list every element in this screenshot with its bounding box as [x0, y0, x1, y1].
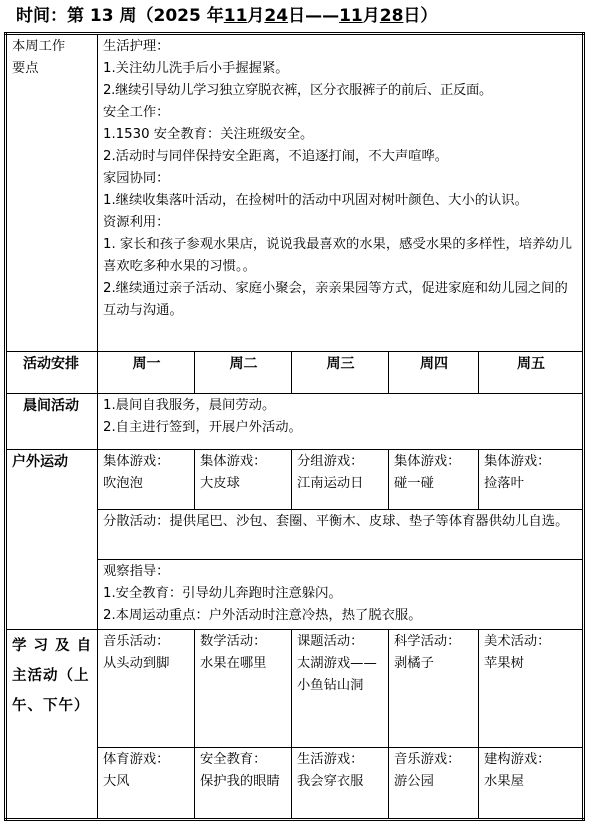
- weekly-schedule-table: [4, 32, 585, 821]
- study-activity-cell: 美术活动： 苹果树: [479, 630, 584, 748]
- outdoor-games-row: [6, 450, 584, 510]
- outdoor-game-cell: 集体游戏： 碰一碰: [389, 450, 479, 510]
- focus-line: 2.活动时与同伴保持安全距离，不追逐打闹，不大声喧哗。: [103, 149, 449, 164]
- study-activity-cell: 音乐活动： 从头动到脚: [98, 630, 195, 748]
- outdoor-game-cell: 集体游戏： 吹泡泡: [98, 450, 195, 510]
- day-header-friday: 周五: [479, 352, 584, 394]
- header-end-month: 11: [339, 6, 363, 26]
- header-end-day: 28: [379, 6, 404, 26]
- focus-line: 家园协同：: [103, 171, 170, 186]
- weekly-focus-row: [6, 34, 584, 352]
- study-activity-cell: 数学活动： 水果在哪里: [195, 630, 292, 748]
- morning-label: 晨间活动: [6, 394, 98, 450]
- header-month-char: 月: [362, 6, 380, 26]
- focus-line: 资源利用：: [103, 215, 170, 230]
- day-header-thursday: 周四: [389, 352, 479, 394]
- study-activity-cell: 体育游戏： 大风: [98, 748, 195, 820]
- focus-line: 1.继续收集落叶活动，在捡树叶的活动中巩固对树叶颜色、大小的认识。: [103, 193, 528, 208]
- morning-line: 1.晨间自我服务，晨间劳动。: [103, 398, 276, 413]
- focus-line: 安全工作：: [103, 105, 170, 120]
- outdoor-observation: 观察指导： 1.安全教育：引导幼儿奔跑时注意躲闪。 2.本周运动重点：户外活动时注意冷热，热了脱衣服。: [98, 560, 584, 630]
- focus-line: 1. 家长和孩子参观水果店，说说我最喜欢的水果，感受水果的多样性，培养幼儿喜欢吃多种水果的习惯。。: [103, 237, 573, 274]
- outdoor-game-cell: 集体游戏： 大皮球: [195, 450, 292, 510]
- schedule-period-title: [16, 2, 591, 32]
- header-prefix: 时间：第 13 周（2025 年: [16, 6, 224, 26]
- header-start-month: 11: [223, 6, 248, 26]
- morning-row: [6, 394, 584, 450]
- header-month-char: 月: [247, 6, 265, 26]
- day-header-tuesday: 周二: [195, 352, 292, 394]
- outdoor-free-activity: 分散活动：提供尾巴、沙包、套圈、平衡木、皮球、垫子等体育器供幼儿自选。: [98, 510, 584, 560]
- header-suffix: 日）: [403, 6, 438, 26]
- weekly-focus-label: 本周工作 要点: [6, 34, 98, 352]
- schedule-label: 活动安排: [6, 352, 98, 394]
- focus-line: 2.继续引导幼儿学习独立穿脱衣裤，区分衣服裤子的前后、正反面。: [103, 83, 492, 98]
- header-day-sep: 日——: [288, 6, 340, 26]
- day-header-wednesday: 周三: [292, 352, 389, 394]
- study-activity-cell: 建构游戏： 水果屋: [479, 748, 584, 820]
- study-activity-cell: 科学活动： 剥橘子: [389, 630, 479, 748]
- outdoor-game-cell: 分组游戏： 江南运动日: [292, 450, 389, 510]
- study-row-1: [6, 630, 584, 748]
- study-activity-cell: 生活游戏： 我会穿衣服: [292, 748, 389, 820]
- focus-line: 2.继续通过亲子活动、家庭小聚会，亲亲果园等方式，促进家庭和幼儿园之间的互动与沟通。: [103, 281, 568, 318]
- outdoor-label: 户外运动: [6, 450, 98, 630]
- morning-line: 2.自主进行签到，开展户外活动。: [103, 420, 302, 435]
- study-activity-cell: 安全教育： 保护我的眼睛: [195, 748, 292, 820]
- morning-content: [98, 394, 584, 450]
- focus-line: 生活护理：: [103, 39, 170, 54]
- study-activity-cell: 课题活动： 太湖游戏——小鱼钻山洞: [292, 630, 389, 748]
- study-activity-cell: 音乐游戏： 游公园: [389, 748, 479, 820]
- day-header-row: [6, 352, 584, 394]
- weekly-focus-content: [98, 34, 584, 352]
- outdoor-game-cell: 集体游戏： 捡落叶: [479, 450, 584, 510]
- study-label: 学 习 及 自 主活动（上 午、下午）: [6, 630, 98, 820]
- focus-line: 1.关注幼儿洗手后小手握握紧。: [103, 61, 289, 76]
- day-header-monday: 周一: [98, 352, 195, 394]
- focus-line: 1.1530 安全教育：关注班级安全。: [103, 127, 314, 142]
- header-start-day: 24: [264, 6, 289, 26]
